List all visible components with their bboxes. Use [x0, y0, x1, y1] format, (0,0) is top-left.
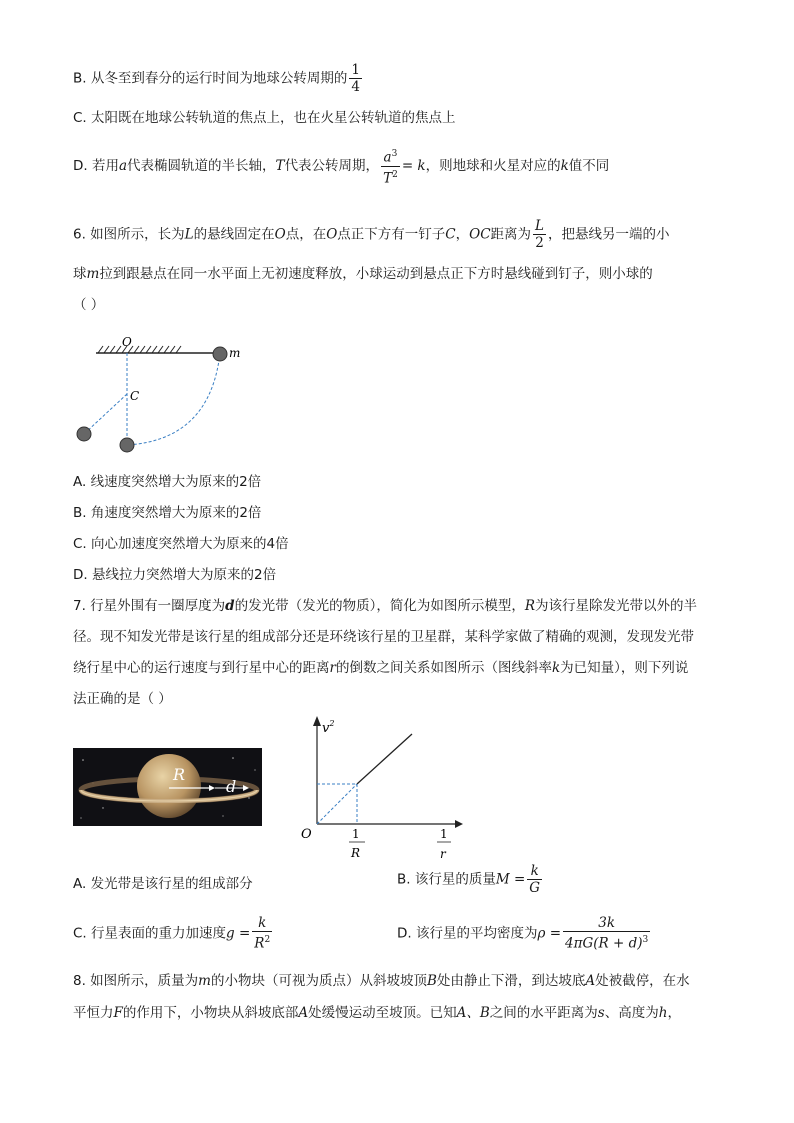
- q6-stem-line1: [73, 218, 670, 251]
- fig-label-c: C: [130, 389, 140, 403]
- q5-d-eq: = k: [401, 158, 426, 174]
- fig-label-m: m: [229, 346, 241, 360]
- q6-text: ，把悬线另一端的小: [548, 226, 670, 243]
- q7-b-num: k: [527, 863, 542, 880]
- q5-b-frac-num: 1: [351, 62, 360, 78]
- q7-text: 为该行星除发光带以外的半: [535, 598, 698, 614]
- q6-frac-num: L: [535, 218, 545, 234]
- q7-b-fraction: [527, 863, 542, 896]
- q7-b-den: G: [529, 880, 541, 896]
- q8-text: 8. 如图所示，质量为: [73, 973, 199, 989]
- q6-text: 点，在: [285, 226, 327, 243]
- q5-d-post2: 值不同: [568, 158, 610, 174]
- q8-ab: A、B: [456, 1005, 490, 1021]
- q5-d-post1: ，则地球和火星对应的: [425, 158, 561, 174]
- q5-d-a: a: [118, 158, 128, 174]
- img-label-r: R: [173, 765, 186, 784]
- q8-text: 平恒力: [73, 1005, 114, 1021]
- q8-a: A: [298, 1005, 309, 1021]
- q6-text: 点正下方有一钉子: [337, 226, 446, 243]
- q5-d-mid1: 代表椭圆轨道的半长轴，: [127, 158, 276, 174]
- ball-after: [77, 427, 91, 441]
- q7-text: 为已知量），则下列说: [560, 660, 689, 676]
- q7-stem-line2: 径。现不知发光带是该行星的组成部分还是环绕该行星的卫星群，某科学家做了精确的观测，发现发光带: [73, 629, 694, 645]
- q7-c-den: R: [254, 935, 265, 952]
- q8-a: A: [585, 973, 596, 989]
- q8-s: s: [597, 1005, 605, 1021]
- q6-option-a: A. 线速度突然增大为原来的2倍: [73, 474, 262, 490]
- x-axis-arrow: [455, 820, 463, 828]
- q6-text: 的悬线固定在: [193, 226, 275, 243]
- q7-option-d: [397, 915, 652, 952]
- tick-1-den: R: [351, 846, 361, 860]
- ball-bottom: [120, 438, 134, 452]
- q7-r-cap: R: [524, 598, 536, 614]
- q8-stem-line1: [73, 971, 690, 991]
- q8-text: 的小物块（可视为质点）从斜坡坡顶: [210, 973, 427, 989]
- q7-d: d: [225, 598, 235, 614]
- fig-label-o: O: [122, 335, 132, 349]
- q7-r: r: [329, 660, 336, 676]
- q6-text: 拉到跟悬点在同一水平面上无初速度释放，小球运动到悬点正下方时悬线碰到钉子，则小球的: [99, 266, 653, 282]
- ball-start: [213, 347, 227, 361]
- q5-option-d: [73, 146, 609, 186]
- swing-arc: [127, 353, 220, 445]
- q7-text: 的倒数之间关系如图所示（图线斜率: [335, 660, 552, 676]
- img-label-d: d: [226, 777, 237, 796]
- q8-b: B: [426, 973, 437, 989]
- q5-option-b: [73, 62, 364, 95]
- short-string: [84, 394, 127, 434]
- q5-option-c: C. 太阳既在地球公转轨道的焦点上，也在火星公转轨道的焦点上: [73, 110, 456, 126]
- q7-d-fraction: [563, 915, 650, 952]
- q7-stem-line3: [73, 658, 688, 678]
- q7-text: 绕行星中心的运行速度与到行星中心的距离: [73, 660, 330, 676]
- q5-d-t: T: [275, 158, 285, 174]
- q5-b-fraction: [349, 62, 362, 95]
- ceiling-hatch: [98, 346, 181, 353]
- q7-b-text: B. 该行星的质量: [397, 871, 496, 888]
- q6-frac-den: 2: [535, 235, 544, 251]
- q6-text: 球: [73, 266, 87, 282]
- q5-d-k: k: [560, 158, 569, 174]
- q8-text: 、高度为: [604, 1005, 659, 1021]
- q5-d-mid2: 代表公转周期，: [284, 158, 380, 174]
- q7-c-g: g =: [226, 925, 251, 942]
- q8-h: h: [658, 1005, 668, 1021]
- q8-text: 之间的水平距离为: [489, 1005, 598, 1021]
- q6-o: O: [326, 226, 338, 243]
- q6-text: 6. 如图所示，长为: [73, 226, 185, 243]
- q6-option-b: B. 角速度突然增大为原来的2倍: [73, 505, 262, 521]
- q7-c-den-exp: 2: [264, 935, 271, 945]
- q7-d-den: 4πG(R + d): [565, 935, 643, 952]
- q6-pendulum-figure: [70, 328, 250, 458]
- q7-text: 7. 行星外围有一圈厚度为: [73, 598, 226, 614]
- q6-text: ，: [455, 226, 470, 243]
- solid-line: [357, 734, 412, 784]
- q6-option-c: C. 向心加速度突然增大为原来的4倍: [73, 536, 289, 552]
- v2-vs-inverse-r-graph: [295, 712, 465, 867]
- q5-b-frac-den: 4: [351, 79, 360, 95]
- q7-c-fraction: [252, 915, 272, 952]
- axis-x-label: r: [440, 847, 446, 861]
- q6-m: m: [86, 266, 100, 282]
- q7-option-a: A. 发光带是该行星的组成部分: [73, 876, 253, 892]
- q6-o: O: [274, 226, 286, 243]
- q8-text: 处被截停，在水: [595, 973, 690, 989]
- q5-b-text: B. 从冬至到春分的运行时间为地球公转周期的: [73, 70, 348, 87]
- q6-option-d: D. 悬线拉力突然增大为原来的2倍: [73, 567, 277, 583]
- y-axis-arrow: [313, 716, 321, 726]
- q5-d-frac-num-exp: 3: [391, 149, 398, 159]
- q8-text: 处缓慢运动至坡顶。已知: [308, 1005, 457, 1021]
- q6-text: 距离为: [490, 226, 532, 243]
- q7-d-text: D. 该行星的平均密度为: [397, 925, 538, 942]
- q5-d-frac-den-exp: 2: [392, 169, 398, 180]
- q7-stem-line4: 法正确的是（ ）: [73, 691, 172, 707]
- q7-d-den-exp: 3: [642, 935, 649, 945]
- y-axis-label: $v^2$: [322, 719, 335, 736]
- q5-d-frac-num: a: [383, 149, 392, 166]
- q7-stem-line1: [73, 596, 697, 616]
- q8-m: m: [198, 973, 211, 989]
- q8-f: F: [113, 1005, 123, 1021]
- q6-c: C: [445, 226, 456, 243]
- q7-d-rho: ρ =: [537, 925, 562, 942]
- q7-option-c: [73, 915, 274, 952]
- q5-d-pre: D. 若用: [73, 158, 119, 174]
- q6-l: L: [184, 226, 194, 243]
- q6-answer-blank: （ ）: [73, 297, 105, 313]
- q7-option-b: [397, 863, 544, 896]
- axis-x-num: 1: [440, 827, 448, 841]
- q5-d-frac-den: T: [383, 170, 393, 186]
- q8-text: 的作用下，小物块从斜坡底部: [122, 1005, 299, 1021]
- q7-text: 的发光带（发光的物质），简化为如图所示模型，: [234, 598, 525, 614]
- saturn-image: [73, 748, 262, 826]
- q7-k: k: [551, 660, 561, 676]
- q6-oc: OC: [469, 226, 491, 243]
- q7-c-text: C. 行星表面的重力加速度: [73, 925, 227, 942]
- q5-d-fraction: [381, 146, 400, 186]
- q8-text: 处由静止下滑，到达坡底: [436, 973, 586, 989]
- q7-b-m: M =: [495, 871, 526, 888]
- dashed-extension: [317, 784, 357, 824]
- tick-1-num: 1: [352, 827, 360, 841]
- q6-stem-line2: [73, 264, 653, 284]
- q6-fraction: [533, 218, 546, 251]
- origin-label: O: [301, 827, 312, 842]
- q7-d-num: 3k: [563, 915, 650, 932]
- q8-text: ，: [667, 1005, 681, 1021]
- q8-stem-line2: [73, 1003, 681, 1023]
- q7-c-num: k: [252, 915, 272, 932]
